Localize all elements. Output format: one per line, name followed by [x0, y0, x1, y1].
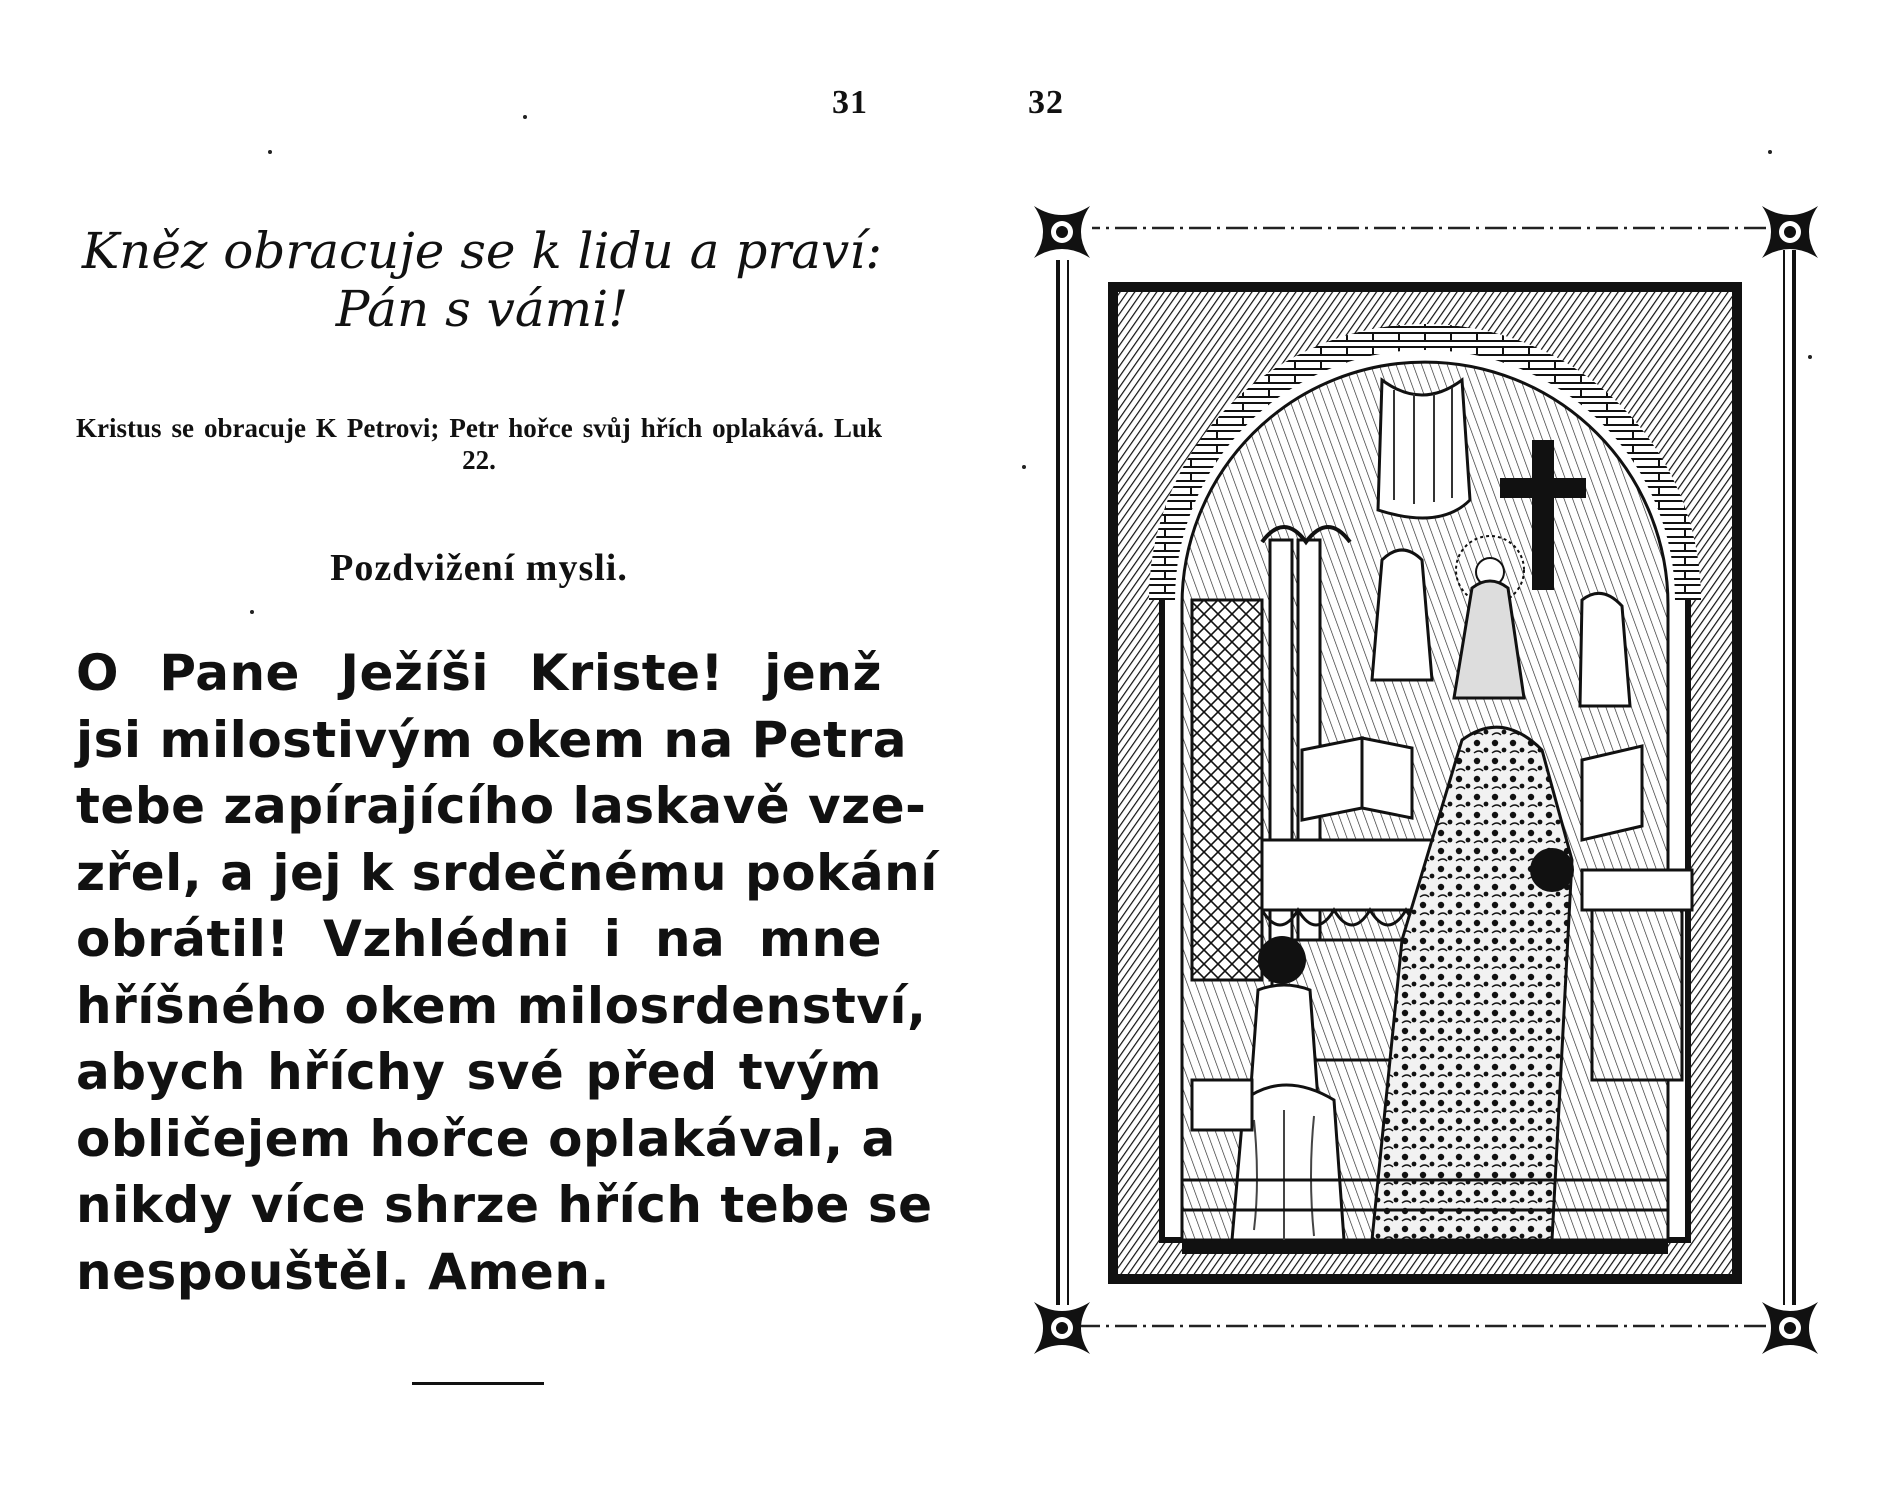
prayer-line: obličejem hořce oplakával, a	[76, 1109, 896, 1168]
prayer-line: O Pane Ježíši Kriste! jenž	[76, 644, 882, 702]
prayer-line: zřel, a jej k srdečnému pokání	[76, 843, 938, 902]
prayer-line: tebe zapírajícího laskavě vze-	[76, 777, 927, 835]
page-number-left: 31	[832, 84, 868, 121]
italic-heading-line-1: Kněz obracuje se k lidu a praví:	[81, 222, 883, 280]
prayer-text	[76, 640, 938, 1305]
prayer-line: jsi milostivým okem na Petra	[76, 710, 907, 769]
print-speck	[523, 115, 527, 119]
prayer-line: nikdy více shrze hřích tebe se	[76, 1176, 933, 1234]
prayer-line: obrátil! Vzhlédni i na mne	[76, 910, 882, 968]
print-speck	[268, 150, 272, 154]
corner-ornament-icon	[1762, 206, 1818, 258]
italic-heading	[72, 222, 892, 338]
corner-ornament-icon	[1034, 1302, 1090, 1354]
corner-ornament-icon	[1032, 204, 1092, 260]
prayer-line: abych hříchy své před tvým	[76, 1043, 882, 1101]
corner-ornament-icon	[1762, 1302, 1818, 1354]
engraving-plate	[1022, 180, 1830, 1380]
engraving-picture	[1108, 282, 1742, 1284]
print-speck	[1768, 150, 1772, 154]
illustration-caption: Kristus se obracuje K Petrovi; Petr hořce svůj hřích oplakává. Luk 22.	[76, 413, 882, 475]
page-number-right: 32	[1028, 84, 1064, 121]
italic-heading-line-2: Pán s vámi!	[335, 280, 629, 338]
section-title: Pozdvižení mysli.	[330, 547, 628, 589]
end-rule	[412, 1382, 544, 1385]
prayer-line: hříšného okem milosrdenství,	[76, 976, 927, 1035]
print-speck	[250, 610, 254, 614]
prayer-line: nespouštěl. Amen.	[76, 1242, 610, 1301]
